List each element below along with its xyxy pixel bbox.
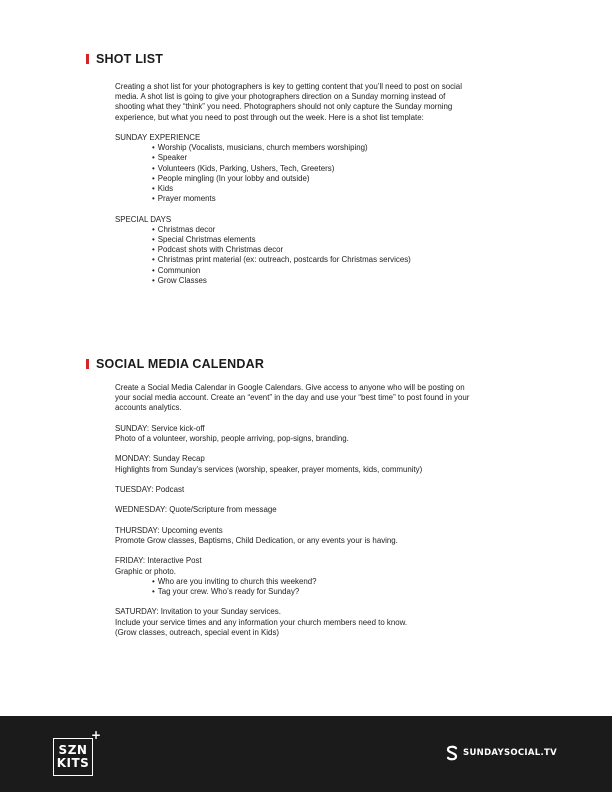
- list-item: • Speaker: [152, 153, 525, 163]
- list-item: • Communion: [152, 266, 525, 276]
- calendar-heading: [86, 357, 264, 371]
- sunday-description: Photo of a volunteer, worship, people arriving, pop-signs, branding.: [115, 434, 349, 443]
- list-item: • Prayer moments: [152, 194, 525, 204]
- special-days-label: SPECIAL DAYS: [115, 214, 172, 224]
- special-days-list: [115, 225, 525, 286]
- list-item: • Special Christmas elements: [152, 235, 525, 245]
- site-url: SUNDAYSOCIAL.TV: [463, 748, 557, 758]
- saturday-description: (Grow classes, outreach, special event in Kids): [115, 627, 280, 637]
- site-brand[interactable]: [446, 745, 557, 761]
- szn-kits-logo: [53, 728, 102, 780]
- calendar-intro-line: accounts analytics.: [115, 403, 182, 413]
- sunday-social-logo-icon: [446, 745, 458, 761]
- saturday-title: SATURDAY: Invitation to your Sunday services.: [115, 607, 281, 617]
- logo-box: [53, 738, 93, 776]
- calendar-title: SOCIAL MEDIA CALENDAR: [96, 357, 265, 371]
- calendar-body: [115, 383, 525, 638]
- heading-accent-bar: [86, 359, 89, 369]
- thursday-description: Promote Grow classes, Baptisms, Child Dedication, or any events your is having.: [115, 535, 398, 545]
- shot-list-heading: [86, 52, 163, 66]
- sunday-experience-list: [115, 143, 525, 204]
- footer: [0, 716, 612, 792]
- shot-list-intro-line: Creating a shot list for your photographers is key to getting content that you’ll need to post on social: [115, 82, 462, 91]
- tuesday-title: TUESDAY: Podcast: [115, 484, 185, 494]
- friday-list: [115, 577, 525, 597]
- list-item: • Kids: [152, 184, 525, 194]
- shot-list-intro-line: media. A shot list is going to give your photographers direction on a Sunday morning instead of: [115, 92, 446, 102]
- monday-title: MONDAY: Sunday Recap: [115, 454, 205, 464]
- shot-list-body: [115, 82, 525, 286]
- list-item: • Tag your crew. Who’s ready for Sunday?: [152, 587, 525, 597]
- friday-title: FRIDAY: Interactive Post: [115, 556, 202, 566]
- list-item: • Volunteers (Kids, Parking, Ushers, Tech, Greeters): [152, 164, 525, 174]
- saturday-description: Include your service times and any information your church members need to know.: [115, 617, 408, 627]
- wednesday-title: WEDNESDAY: Quote/Scripture from message: [115, 505, 277, 515]
- monday-description: Highlights from Sunday’s services (worship, speaker, prayer moments, kids, community): [115, 464, 423, 474]
- logo-plus-icon: +: [91, 728, 102, 742]
- list-item: • Christmas print material (ex: outreach, postcards for Christmas services): [152, 255, 525, 265]
- logo-text-line1: SZN: [58, 743, 88, 757]
- thursday-title: THURSDAY: Upcoming events: [115, 525, 223, 535]
- calendar-intro-line: your social media account. Create an “event” in the day and use your “best time” to post found in your: [115, 393, 470, 403]
- list-item: • Podcast shots with Christmas decor: [152, 245, 525, 255]
- list-item: • Christmas decor: [152, 225, 525, 235]
- sunday-title: SUNDAY: Service kick-off: [115, 423, 205, 433]
- logo-text-line2: KITS: [56, 756, 90, 770]
- list-item: • Who are you inviting to church this weekend?: [152, 577, 525, 587]
- list-item: • Grow Classes: [152, 276, 525, 286]
- list-item: • People mingling (In your lobby and outside): [152, 174, 525, 184]
- shot-list-intro-line: shooting what they “think” you need. Photographers should not only capture the Sunday morning: [115, 102, 453, 112]
- heading-accent-bar: [86, 54, 89, 64]
- list-item: • Worship (Vocalists, musicians, church members worshiping): [152, 143, 525, 153]
- friday-description: Graphic or photo.: [115, 566, 176, 576]
- shot-list-title: SHOT LIST: [96, 52, 164, 66]
- sunday-experience-label: SUNDAY EXPERIENCE: [115, 133, 201, 142]
- calendar-intro-line: Create a Social Media Calendar in Google Calendars. Give access to anyone who will be posting on: [115, 383, 465, 392]
- shot-list-intro-line: experience, but what you need to post through out the week. Here is a shot list template:: [115, 112, 424, 122]
